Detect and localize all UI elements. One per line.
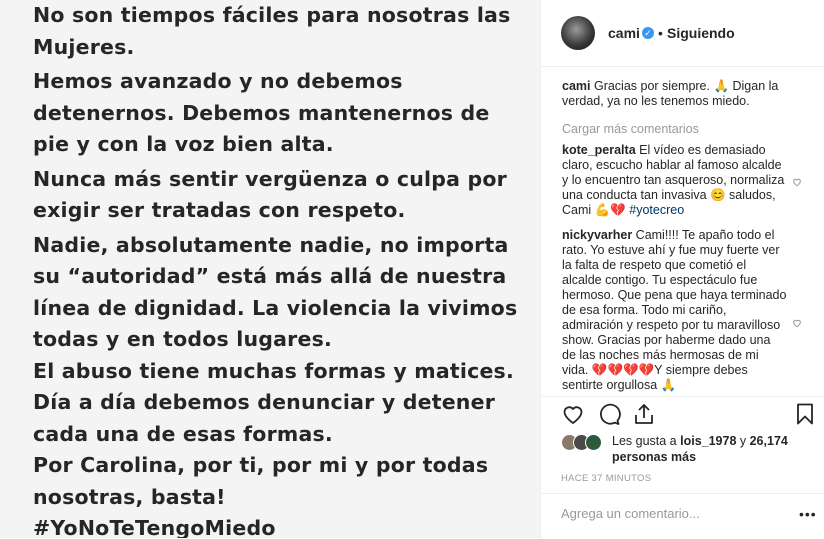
- comment-text: El vídeo es demasiado claro, escucho hablar al famoso alcalde y lo encuentro tan asqueroso, normaliza una conducta tan invasiva 😊 saludos, Cami 💪💔: [562, 143, 785, 217]
- post-text-line: todas y en todos lugares.: [33, 327, 332, 351]
- action-bar: [541, 396, 824, 437]
- liker-username[interactable]: lois_1978: [680, 434, 737, 448]
- heart-outline-icon[interactable]: [561, 402, 585, 426]
- post-text-line: Hemos avanzado y no debemos: [33, 69, 403, 93]
- post-text-line: exigir ser tratadas con respeto.: [33, 198, 406, 222]
- comment-like-icon[interactable]: [792, 318, 802, 328]
- comment-like-icon[interactable]: [792, 177, 802, 187]
- separator-dot: •: [658, 25, 663, 41]
- likes-prefix: Les gusta a: [612, 434, 681, 448]
- post-text-line: El abuso tiene muchas formas y matices.: [33, 358, 514, 383]
- post-text-line: su “autoridad” está más allá de nuestra: [33, 264, 507, 288]
- post-header: [541, 0, 824, 67]
- post-text-line: nosotras, basta!: [33, 484, 226, 509]
- list-item: [562, 143, 787, 218]
- post-text-line: Nadie, absolutamente nadie, no importa: [33, 232, 509, 257]
- comment-text: Gracias por siempre. 🙏 Digan la verdad, ya no les tenemos miedo.: [562, 79, 779, 108]
- post-text-line: cada una de esas formas.: [33, 421, 333, 446]
- post-text-line: pie y con la voz bien alta.: [33, 132, 334, 156]
- more-options-icon[interactable]: •••: [799, 506, 817, 522]
- list-item: [562, 228, 787, 393]
- likes-conjunction: y: [736, 434, 750, 448]
- comment-username[interactable]: nickyvarher: [562, 228, 633, 242]
- post-text-line: Por Carolina, por ti, por mi y por todas: [33, 453, 489, 477]
- hashtag-link[interactable]: #yotecreo: [629, 203, 685, 217]
- add-comment-bar: [541, 493, 824, 539]
- comment-username[interactable]: cami: [562, 79, 591, 93]
- post-text-line: #YoNoTeTengoMiedo: [33, 516, 276, 538]
- post-text-line: línea de dignidad. La violencia la vivimos: [33, 295, 518, 320]
- comment-input[interactable]: [561, 506, 761, 521]
- post-text-line: Nunca más sentir vergüenza o culpa por: [33, 166, 507, 191]
- likes-summary: [559, 432, 819, 468]
- comment-username[interactable]: kote_peralta: [562, 143, 636, 157]
- load-more-comments-button[interactable]: Cargar más comentarios: [562, 122, 699, 136]
- share-icon[interactable]: [632, 402, 656, 426]
- post-text-line: Mujeres.: [33, 34, 135, 59]
- post-text-line: Día a día debemos denunciar y detener: [33, 390, 496, 414]
- timestamp[interactable]: HACE 37 MINUTOS: [561, 473, 652, 484]
- caption-comment: [562, 79, 787, 109]
- avatar[interactable]: [585, 434, 602, 451]
- post-text-line: No son tiempos fáciles para nosotras las: [33, 3, 511, 27]
- post-side-panel: [540, 0, 824, 538]
- avatar[interactable]: [561, 16, 595, 50]
- verified-badge-icon: ✓: [642, 27, 654, 39]
- comments-list[interactable]: [541, 67, 824, 395]
- following-button[interactable]: Siguiendo: [667, 25, 735, 41]
- comment-text: Cami!!!! Te apaño todo el rato. Yo estuve ahí y fue muy fuerte ver la falta de respeto que cometió el alcalde contigo. Tu espectáculo fue hermoso. Que pena que haya terminado de esa forma. Todo mi cariño, admiración y respeto por tu maravilloso show. Gracias por haberme dado una de las noches más hermosas de mi vida. 💔💔💔💔Y siempre debes sentirte orgullosa 🙏: [562, 228, 787, 392]
- comment-icon[interactable]: [597, 402, 621, 426]
- username-link[interactable]: cami: [608, 25, 640, 41]
- likes-count[interactable]: 26,174 personas más: [612, 434, 788, 464]
- likes-text[interactable]: [612, 433, 812, 465]
- post-text-block: [33, 0, 533, 538]
- bookmark-icon[interactable]: [793, 402, 817, 426]
- post-text-line: detenernos. Debemos mantenernos de: [33, 100, 490, 125]
